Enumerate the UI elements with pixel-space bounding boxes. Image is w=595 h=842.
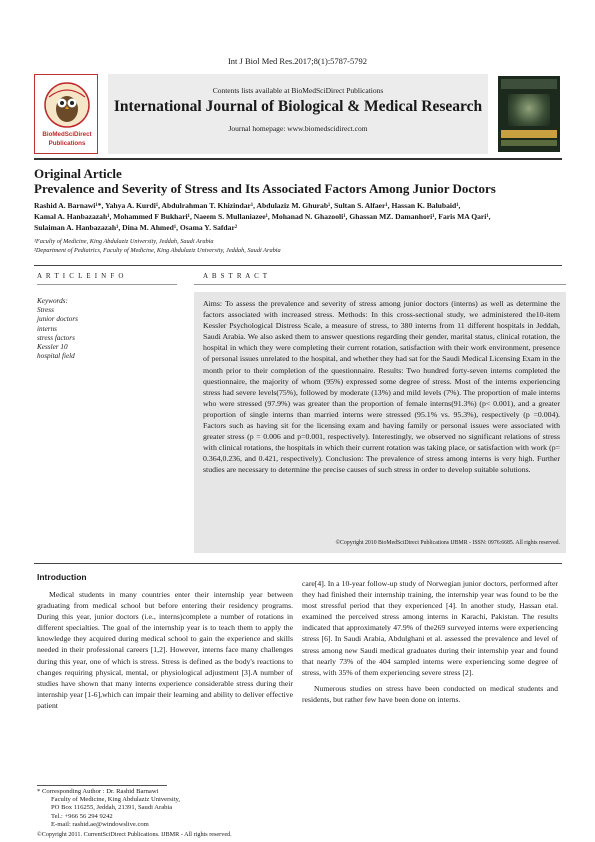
article-type: Original Article [34,166,122,181]
abstract-copyright: ©Copyright 2010 BioMedSciDirect Publications IJBMR - ISSN: 0976:6685. All rights reserved. [335,540,560,546]
footnote-rule [37,785,167,786]
journal-homepage[interactable]: Journal homepage: www.biomedscidirect.com [228,124,368,133]
article-info-heading: A R T I C L E I N F O [37,272,125,280]
intro-right-column [302,578,558,710]
intro-left-column [37,589,293,716]
logo-text-line1: BioMedSciDirect [42,131,92,138]
introduction-heading: Introduction [37,572,87,582]
masthead-rule [34,158,562,160]
corresponding-author-footnote [37,788,180,829]
journal-citation: Int J Biol Med Res.2017;8(1):5787-5792 [227,56,368,66]
intro-paragraph: Numerous studies on stress have been conducted on medical students and residents, but rather few have been done on interns. [302,683,558,704]
divider [37,284,177,285]
journal-title: International Journal of Biological & Medical Research [113,98,483,115]
footnote-email[interactable]: E-mail: rashid.ae@windowslive.com [51,820,149,828]
footnote-line: PO Box 116255, Jeddah, 21391, Saudi Arabia [51,804,173,812]
article-title: Prevalence and Severity of Stress and Its Associated Factors Among Junior Doctors [34,181,496,196]
keyword: junior doctors [37,315,78,324]
masthead-banner [108,74,488,154]
affiliation: ¹Faculty of Medicine, King Abdulaziz University, Jeddah, Saudi Arabia [34,238,214,245]
keyword: hospital field [37,352,75,361]
intro-paragraph: care[4]. In a 10-year follow-up study of Norwegian junior doctors, performed after they had finished their internship training, the internship year was found to be the most stressful period that they experienced [4]. In another study, Hassan etal. examined the perceived stress among interns in Karachi, Pakistan. The results indicated that approximately 47.9% of the269 surveyed interns were experiencing stress [6]. In Saudi Arabia, Abdulghani et al. assessed the prevalence and level of stress among new Saudi medical graduates during their internship year and found that nearly 73% of the 404 sampled interns were experiencing some degree of stress, with 35% of them experiencing severe stress [2]. [302,579,558,677]
keywords-block [37,297,78,361]
divider [194,284,566,285]
abstract-box [194,292,566,553]
footnote-line: * Corresponding Author : Dr. Rashid Barnawi [37,788,159,795]
keyword: stress factors [37,333,75,342]
publisher-logo [34,74,98,154]
footnote-line: Tel.: +966 56 294 9242 [51,812,113,820]
footnote-line: Faculty of Medicine, King Abdulaziz University, [51,796,181,804]
divider [34,563,562,564]
abstract-heading: A B S T R A C T [203,272,269,280]
divider [34,265,562,266]
author-line: Kamal A. Hanbazazah¹, Mohammed F Bukhari¹, Naeem S. Mullaniazee¹, Mohanad N. Ghazooli¹, Ghassan MZ. Damanhori¹, Faris MA Qari¹, [34,212,491,222]
journal-masthead [34,74,562,154]
owl-logo-icon [43,81,91,129]
keyword: Kessler 10 [37,343,68,352]
footer-copyright: ©Copyright 2011. CurrentSciDirect Publications. IJBMR - All rights reserved. [37,831,232,838]
available-at-text: Contents lists available at BioMedSciDirect Publications [212,86,384,95]
keywords-label: Keywords: [37,297,68,305]
author-line: Sulaiman A. Hanbazazah¹, Dina M. Ahmed¹, Osama Y. Safdar² [34,223,238,233]
author-list [34,200,562,234]
logo-text-line2: Publications [48,140,86,147]
keyword: Stress [37,306,54,315]
affiliation: ²Department of Pediatrics, Faculty of Medicine, King Abdulaziz University, Jeddah, Saudi Arabia [34,247,281,254]
journal-cover-image [498,76,560,152]
intro-paragraph: Medical students in many countries enter their internship year between graduating from medical school but before entering their residency programs. During this year, junior doctors (i.e., interns)complete a number of rotations in different specialties. The goal of the internship year is to teach them to apply the knowledge they acquired during medical school to gain the experience and skills needed in their professional careers [1,2]. However, interns face many challenges during this year, one of which is stress. Stress is defined as the body's reactions to changes requiring physical, mental, or physiological adjustment [3].A number of studies have shown that many interns experience considerable stress during their internship year [1-6],which can impair their learning and ability to deliver effective patient [37,590,294,710]
keyword: interns [37,324,57,333]
author-line: Rashid A. Barnawi¹*, Yahya A. Kurdi¹, Abdulrahman T. Khizindar¹, Abdulaziz M. Ghurab¹, Sultan S. Alfaer¹, Hassan K. Balubaid¹, [34,201,461,210]
abstract-text: Aims: To assess the prevalence and severity of stress among junior doctors (interns) as well as determine the factors associated with increased stress. Methods: In this cross-sectional study, we administered the10-item Kessler Psychological Distress Scale, a measure of stress, to 380 interns from 11 different hospitals in Jeddah, Saudi Arabia. We also asked them to answer questions regarding their gender, marital status, clinical rotation, the hospital in which they were completing their current rotation, satisfaction with their work environment, presence of personal issues unrelated to the hospital, and whether they had sat for the Saudi Medical Licensing Exam in the month prior to their completion of the questionnaire. Results: Two hundred forty-seven interns completed the questionnaire, the majority of whom (95%) expressed some degree of stress. Most of the interns experiencing stress had severe levels(75%), followed by moderate (13%) and mild levels (7%). The proportion of male interns who were stressed (97.9%) was greater than the proportion of female interns(91.3%) (p< 0.001), and a greater proportion of single interns than married interns were stressed (95.1% vs. 95.3%), respectively (p =0.004). Factors such as having sit for the licensing exam and having family or personal issues were associated with greater stress (p = 0.006 and p=0.001, respectively). Interestingly, we observed no significant relations of stress with clinical rotations, the hospitals in which their current rotation was taking place, or satisfaction with work (p= 0.364,0.236, and 0.421, respectively). Conclusion: The prevalence of stress among interns is very high. Further studies are necessary to determine the precise causes of such stress in order to develop suitable solutions. [203,299,560,475]
